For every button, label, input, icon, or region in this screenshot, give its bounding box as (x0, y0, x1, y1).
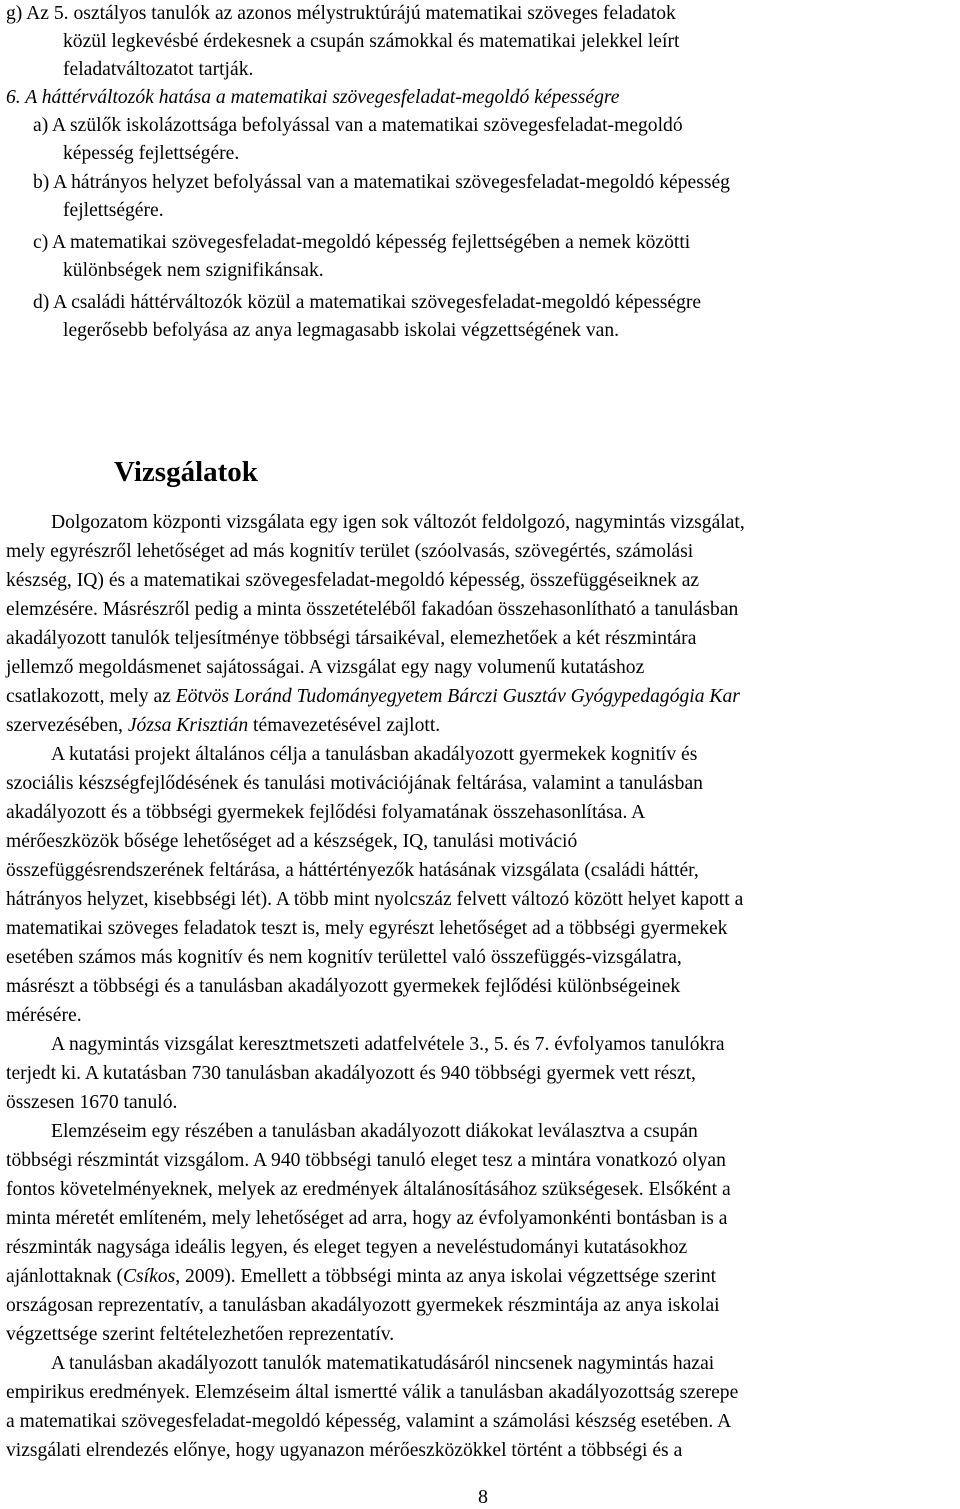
p1-line-8 (6, 714, 440, 738)
hypothesis-d-line-1: d) A családi háttérváltozók közül a matematikai szövegesfeladat-megoldó képességre (33, 292, 702, 313)
p5-line-1: A tanulásban akadályozott tanulók matematikatudásáról nincsenek nagymintás hazai (51, 1353, 715, 1374)
p1-line-7 (6, 685, 954, 709)
p2-line-3: akadályozott és a többségi gyermekek fejlődési folyamatának összehasonlítása. A (6, 802, 646, 823)
p2-line-4: mérőeszközök bősége lehetőséget ad a készségek, IQ, tanulási motiváció (6, 831, 578, 852)
hypothesis-b-line-1: b) A hátrányos helyzet befolyással van a matematikai szövegesfeladat-megoldó képesség (33, 172, 730, 193)
p1-line-6: jellemző megoldásmenet sajátosságai. A vizsgálat egy nagy volumenű kutatáshoz (6, 657, 645, 678)
p4-line-6 (6, 1265, 954, 1289)
p2-line-2: szociális készségfejlődésének és tanulási motivációjának feltárása, valamint a tanulásban (6, 773, 703, 794)
p1-line-4: elemzésére. Másrészről pedig a minta összetételéből fakadóan összehasonlítható a tanulásban (6, 599, 739, 620)
p4-line-7: országosan reprezentatív, a tanulásban akadályozott gyermekek részmintája az anya iskolai (6, 1295, 720, 1316)
p3-line-2: terjedt ki. A kutatásban 730 tanulásban akadályozott és 940 többségi gyermek vett részt, (6, 1063, 696, 1084)
p4-line-6-text-a: ajánlottaknak ( (6, 1266, 123, 1287)
p2-line-5: összefüggésrendszerének feltárása, a háttértényezők hatásának vizsgálata (családi háttér, (6, 860, 699, 881)
hypothesis-a-line-2: képesség fejlettségére. (63, 143, 240, 164)
p3-line-3: összesen 1670 tanuló. (6, 1092, 178, 1113)
p4-line-1: Elemzéseim egy részében a tanulásban akadályozott diákokat leválasztva a csupán (51, 1121, 698, 1142)
p4-line-2: többségi részmintát vizsgálom. A 940 többségi tanuló eleget tesz a mintára vonatkozó olyan (6, 1150, 726, 1171)
p1-line-2: mely egyrészről lehetőséget ad más kognitív terület (szóolvasás, szövegértés, számolási (6, 541, 694, 562)
p4-line-6-text-b: , 2009). Emellett a többségi minta az anya iskolai végzettsége szerint (175, 1266, 717, 1287)
hypothesis-title-text: 6. A háttérváltozók hatása a matematikai szövegesfeladat-megoldó képességre (6, 87, 620, 108)
list-item-g-line-2: közül legkevésbé érdekesnek a csupán számokkal és matematikai jelekkel leírt (63, 31, 680, 52)
p2-line-1: A kutatási projekt általános célja a tanulásban akadályozott gyermekek kognitív és (51, 744, 698, 765)
supervisor-name: Józsa Krisztián (127, 715, 249, 736)
p1-line-5: akadályozott tanulók teljesítménye többségi társaikéval, elemezhetőek a két részmintára (6, 628, 697, 649)
p2-line-10: mérésére. (6, 1005, 82, 1026)
p1-line-7-text: csatlakozott, mely az (6, 686, 176, 707)
hypothesis-c-line-1: c) A matematikai szövegesfeladat-megoldó képesség fejlettségében a nemek közötti (33, 232, 691, 253)
p4-line-3: fontos követelményeknek, melyek az eredmények általánosításához szükségesek. Elsőként a (6, 1179, 731, 1200)
hypothesis-c-line-2: különbségek nem szignifikánsak. (63, 260, 324, 281)
list-item-g-line-1: g) Az 5. osztályos tanulók az azonos mélystruktúrájú matematikai szöveges feladatok (6, 3, 676, 24)
p1-line-3: készség, IQ) és a matematikai szövegesfeladat-megoldó képesség, összefüggéseiknek az (6, 570, 700, 591)
p2-line-8: esetében számos más kognitív és nem kognitív területtel való összefüggés-vizsgálatra, (6, 947, 682, 968)
p3-line-1: A nagymintás vizsgálat keresztmetszeti adatfelvétele 3., 5. és 7. évfolyamos tanulókra (51, 1034, 725, 1055)
p4-line-8: végzettsége szerint feltételezhetően reprezentatív. (6, 1324, 395, 1345)
p5-line-4: vizsgálati elrendezés előnye, hogy ugyanazon mérőeszközökkel történt a többségi és a (6, 1440, 683, 1461)
hypothesis-title (6, 86, 619, 110)
p2-line-7: matematikai szöveges feladatok teszt is, mely egyrészt lehetőséget ad a többségi gyermekek (6, 918, 728, 939)
p1-line-8-text-a: szervezésében, (6, 715, 128, 736)
list-item-g-line-3: feladatváltozatot tartják. (63, 59, 254, 80)
p2-line-9: másrészt a többségi és a tanulásban akadályozott gyermekek fejlődési különbségeinek (6, 976, 681, 997)
hypothesis-d-line-2: legerősebb befolyása az anya legmagasabb iskolai végzettségének van. (63, 320, 620, 341)
hypothesis-b-line-2: fejlettségére. (63, 200, 164, 221)
p4-line-4: minta méretét említeném, mely lehetőséget ad arra, hogy az évfolyamonkénti bontásban is a (6, 1208, 728, 1229)
p5-line-3: a matematikai szövegesfeladat-megoldó képesség, valamint a számolási készség esetében. A (6, 1411, 732, 1432)
p4-line-5: részminták nagysága ideális legyen, és eleget tegyen a neveléstudományi kutatásokhoz (6, 1237, 688, 1258)
university-name: Eötvös Loránd Tudományegyetem Bárczi Gusztáv Gyógypedagógia Kar (175, 686, 740, 707)
page-number: 8 (478, 1486, 488, 1508)
section-heading: Vizsgálatok (114, 456, 258, 488)
p1-line-8-text-b: témavezetésével zajlott. (248, 715, 441, 736)
citation-author: Csíkos (122, 1266, 176, 1287)
p2-line-6: hátrányos helyzet, kisebbségi lét). A több mint nyolcszáz felvett változó között helyet kapott a (6, 889, 744, 910)
hypothesis-a-line-1: a) A szülők iskolázottsága befolyással van a matematikai szövegesfeladat-megoldó (33, 115, 683, 136)
p1-line-1: Dolgozatom központi vizsgálata egy igen sok változót feldolgozó, nagymintás vizsgálat, (51, 512, 745, 533)
p5-line-2: empirikus eredmények. Elemzéseim által ismertté válik a tanulásban akadályozottság szerepe (6, 1382, 739, 1403)
